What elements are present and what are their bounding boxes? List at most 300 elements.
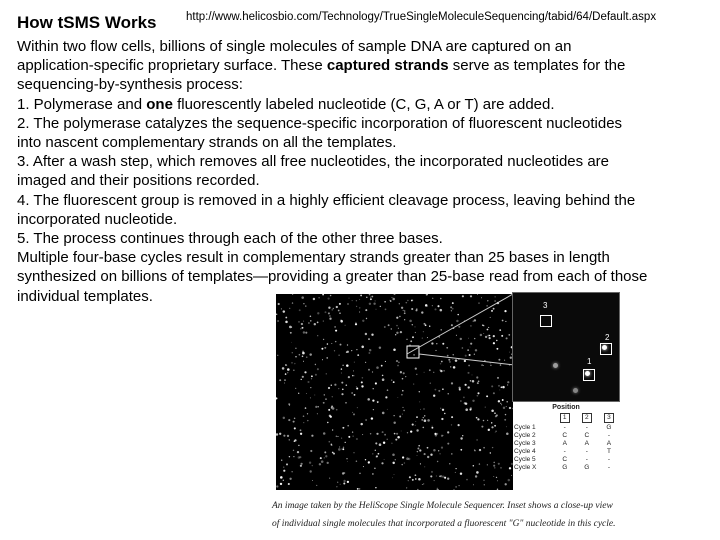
speckle-dot: [352, 300, 353, 301]
speckle-dot: [504, 419, 506, 421]
speckle-dot: [385, 361, 386, 362]
speckle-dot: [367, 398, 370, 401]
speckle-dot: [324, 457, 325, 458]
speckle-dot: [399, 416, 401, 418]
speckle-dot: [310, 387, 311, 388]
speckle-dot: [312, 480, 313, 481]
speckle-dot: [317, 413, 318, 414]
speckle-dot: [438, 390, 440, 392]
speckle-dot: [401, 431, 402, 432]
speckle-dot: [306, 356, 308, 358]
speckle-dot: [379, 443, 382, 446]
speckle-dot: [331, 343, 332, 344]
step-1: [17, 95, 707, 114]
speckle-dot: [302, 376, 304, 378]
speckle-dot: [423, 483, 424, 484]
speckle-dot: [303, 321, 304, 322]
speckle-dot: [331, 444, 333, 446]
speckle-dot: [362, 377, 364, 379]
speckle-dot: [365, 333, 367, 335]
speckle-dot: [390, 300, 392, 302]
speckle-dot: [281, 460, 282, 461]
speckle-dot: [371, 296, 373, 298]
speckle-dot: [339, 312, 341, 314]
speckle-dot: [310, 450, 312, 452]
speckle-dot: [288, 419, 290, 421]
cell: -: [563, 423, 566, 431]
table-row: [512, 455, 620, 463]
speckle-dot: [402, 414, 403, 415]
speckle-dot: [398, 328, 399, 329]
speckle-dot: [332, 429, 333, 430]
speckle-dot: [396, 325, 397, 326]
speckle-dot: [460, 472, 462, 474]
speckle-dot: [345, 325, 346, 326]
speckle-dot: [497, 480, 498, 481]
speckle-dot: [424, 415, 425, 416]
speckle-dot: [303, 331, 305, 333]
speckle-dot: [335, 330, 337, 332]
speckle-dot: [317, 335, 318, 336]
speckle-dot: [370, 433, 371, 434]
speckle-dot: [451, 382, 453, 384]
speckle-dot: [402, 390, 404, 392]
speckle-dot: [383, 442, 385, 444]
speckle-dot: [509, 407, 511, 409]
speckle-dot: [391, 380, 392, 381]
summary-line-3: individual templates.: [17, 287, 153, 305]
step-2-line-2: into nascent complementary strands on all the templates.: [17, 134, 397, 152]
speckle-dot: [326, 373, 327, 374]
speckle-dot: [387, 389, 389, 391]
speckle-dot: [285, 321, 288, 324]
speckle-dot: [430, 475, 432, 477]
speckle-dot: [447, 431, 449, 433]
speckle-dot: [336, 436, 338, 438]
speckle-dot: [343, 447, 344, 448]
speckle-dot: [387, 409, 388, 410]
speckle-dot: [460, 400, 462, 402]
speckle-dot: [374, 468, 376, 470]
speckle-dot: [419, 449, 421, 451]
speckle-dot: [368, 369, 370, 371]
cell: T: [606, 447, 611, 455]
speckle-dot: [419, 391, 420, 392]
speckle-dot: [360, 294, 362, 296]
speckle-dot: [365, 309, 367, 311]
speckle-dot: [346, 384, 348, 386]
speckle-dot: [289, 456, 290, 457]
speckle-dot: [280, 476, 283, 479]
cell: -: [563, 447, 566, 455]
speckle-dot: [291, 362, 292, 363]
speckle-dot: [356, 349, 357, 350]
speckle-dot: [343, 482, 345, 484]
speckle-dot: [412, 479, 414, 481]
speckle-dot: [501, 386, 503, 388]
speckle-dot: [392, 298, 395, 301]
col-3: 3: [604, 413, 614, 423]
speckle-dot: [308, 322, 310, 324]
speckle-dot: [476, 376, 478, 378]
speckle-dot: [369, 303, 371, 305]
speckle-dot: [427, 419, 430, 422]
speckle-dot: [336, 306, 338, 308]
speckle-dot: [448, 393, 449, 394]
speckle-dot: [283, 470, 285, 472]
speckle-dot: [278, 303, 280, 305]
speckle-dot: [486, 395, 488, 397]
speckle-dot: [347, 461, 348, 462]
speckle-dot: [341, 373, 342, 374]
speckle-dot: [422, 484, 423, 485]
speckle-dot: [392, 453, 395, 456]
speckle-dot: [298, 321, 300, 323]
speckle-dot: [476, 439, 478, 441]
intro-2-end: serve as templates for the: [448, 57, 626, 75]
speckle-dot: [306, 393, 307, 394]
speckle-dot: [468, 386, 470, 388]
speckle-dot: [328, 387, 330, 389]
speckle-dot: [361, 381, 363, 383]
table-header-row: [512, 413, 620, 423]
speckle-dot: [478, 419, 479, 420]
speckle-dot: [495, 432, 496, 433]
speckle-dot: [403, 372, 405, 374]
speckle-dot: [494, 467, 495, 468]
speckle-dot: [375, 382, 377, 384]
captured-strands-bold: captured strands: [326, 57, 449, 75]
speckle-dot: [410, 430, 412, 432]
speckle-dot: [424, 419, 427, 422]
speckle-dot: [458, 387, 460, 389]
speckle-dot: [342, 365, 343, 366]
speckle-dot: [506, 426, 507, 427]
speckle-dot: [309, 353, 311, 355]
speckle-dot: [346, 458, 347, 459]
speckle-dot: [475, 475, 477, 477]
speckle-dot: [329, 318, 331, 320]
speckle-dot: [506, 433, 509, 436]
speckle-dot: [421, 419, 423, 421]
speckle-dot: [440, 370, 442, 372]
speckle-dot: [413, 384, 414, 385]
speckle-dot: [289, 478, 291, 480]
speckle-dot: [285, 364, 287, 366]
speckle-dot: [294, 427, 296, 429]
speckle-dot: [370, 298, 372, 300]
speckle-dot: [397, 365, 399, 367]
speckle-dot: [408, 480, 409, 481]
speckle-dot: [403, 310, 404, 311]
speckle-dot: [311, 435, 313, 437]
speckle-dot: [321, 348, 323, 350]
speckle-dot: [276, 485, 278, 487]
speckle-dot: [441, 418, 443, 420]
speckle-dot: [347, 344, 348, 345]
speckle-dot: [394, 415, 395, 416]
speckle-dot: [317, 312, 319, 314]
speckle-dot: [356, 460, 357, 461]
speckle-dot: [365, 459, 366, 460]
speckle-dot: [416, 374, 417, 375]
cell: A: [584, 439, 589, 447]
speckle-dot: [396, 317, 398, 319]
speckle-dot: [449, 463, 450, 464]
speckle-dot: [310, 397, 311, 398]
speckle-dot: [442, 409, 444, 411]
speckle-dot: [397, 436, 400, 439]
speckle-dot: [434, 480, 435, 481]
cell: -: [607, 431, 611, 439]
speckle-dot: [332, 396, 333, 397]
position-table: [512, 402, 620, 490]
speckle-dot: [323, 402, 325, 404]
cell: -: [607, 463, 611, 471]
inset-closeup: [512, 292, 620, 402]
speckle-dot: [304, 371, 306, 373]
speckle-dot: [349, 298, 350, 299]
speckle-dot: [424, 467, 425, 468]
speckle-dot: [334, 326, 336, 328]
speckle-dot: [301, 323, 303, 325]
speckle-dot: [397, 397, 398, 398]
speckle-dot: [330, 295, 332, 297]
speckle-dot: [318, 406, 319, 407]
speckle-dot: [376, 366, 379, 369]
speckle-dot: [415, 474, 417, 476]
speckle-dot: [417, 455, 418, 456]
speckle-dot: [473, 465, 475, 467]
speckle-dot: [359, 488, 361, 490]
speckle-dot: [385, 309, 387, 311]
cell: -: [585, 455, 588, 463]
speckle-dot: [474, 450, 475, 451]
summary-line-2: synthesized on billions of templates—providing a greater than 25-base read from each of those: [17, 268, 648, 286]
speckle-dot: [291, 342, 292, 343]
speckle-dot: [293, 370, 294, 371]
speckle-dot: [427, 456, 429, 458]
speckle-dot: [385, 396, 387, 398]
speckle-dot: [334, 384, 336, 386]
speckle-dot: [406, 487, 407, 488]
cell: A: [606, 439, 612, 447]
speckle-dot: [502, 386, 505, 389]
speckle-dot: [400, 331, 402, 333]
speckle-dot: [284, 382, 285, 383]
speckle-dot: [460, 449, 462, 451]
speckle-dot: [433, 372, 434, 373]
intro-line-3: sequencing-by-synthesis process:: [17, 76, 243, 94]
speckle-dot: [442, 388, 444, 390]
speckle-dot: [317, 368, 319, 370]
speckle-dot: [431, 471, 433, 473]
speckle-dot: [395, 334, 396, 335]
speckle-dot: [347, 351, 349, 353]
speckle-dot: [299, 354, 301, 356]
speckle-dot: [503, 407, 505, 409]
speckle-dot: [345, 402, 347, 404]
speckle-dot: [376, 455, 378, 457]
step-4-line-2: incorporated nucleotide.: [17, 210, 178, 228]
speckle-dot: [325, 311, 327, 313]
row-label: Cycle 1: [514, 423, 536, 431]
speckle-dot: [334, 350, 335, 351]
row-label: Cycle 5: [514, 455, 536, 463]
speckle-dot: [356, 386, 357, 387]
speckle-dot: [315, 406, 317, 408]
molecule-2: [602, 345, 607, 350]
speckle-dot: [431, 425, 432, 426]
speckle-dot: [359, 473, 360, 474]
speckle-dot: [405, 376, 406, 377]
cell: A: [562, 439, 567, 447]
speckle-dot: [419, 401, 420, 402]
row-label: Cycle X: [514, 463, 537, 471]
molecule-dim: [553, 363, 558, 368]
inset-label-1: 1: [587, 357, 592, 366]
speckle-dot: [400, 371, 402, 373]
speckle-dot: [353, 436, 354, 437]
speckle-dot: [375, 300, 376, 301]
speckle-dot: [442, 475, 444, 477]
speckle-dot: [439, 475, 441, 477]
cell: -: [607, 455, 611, 463]
summary-line-1: Multiple four-base cycles result in complementary strands greater than 25 bases in length: [17, 249, 610, 267]
speckle-dot: [301, 379, 302, 380]
speckle-dot: [505, 414, 506, 415]
speckle-dot: [337, 482, 338, 483]
speckle-dot: [470, 380, 472, 382]
speckle-dot: [298, 456, 301, 459]
speckle-dot: [388, 324, 390, 326]
speckle-dot: [311, 378, 312, 379]
speckle-dot: [368, 461, 370, 463]
speckle-dot: [327, 462, 329, 464]
speckle-dot: [341, 438, 342, 439]
speckle-dot: [484, 484, 485, 485]
speckle-dot: [298, 445, 299, 446]
cell: -: [585, 423, 588, 431]
row-label: Cycle 4: [514, 447, 536, 455]
speckle-dot: [301, 296, 304, 299]
speckle-dot: [289, 439, 290, 440]
speckle-dot: [443, 370, 445, 372]
speckle-dot: [433, 449, 436, 452]
speckle-dot: [396, 360, 398, 362]
speckle-dot: [343, 472, 345, 474]
speckle-dot: [317, 322, 319, 324]
speckle-dot: [342, 427, 344, 429]
speckle-dot: [498, 385, 500, 387]
step-1-a: 1. Polymerase and: [17, 95, 147, 113]
speckle-dot: [387, 439, 388, 440]
speckle-dot: [451, 453, 453, 455]
speckle-dot: [357, 488, 359, 490]
speckle-dot: [279, 433, 281, 435]
speckle-dot: [392, 477, 393, 478]
speckle-dot: [409, 476, 411, 478]
speckle-dot: [401, 307, 403, 309]
speckle-dot: [340, 484, 341, 485]
speckle-dot: [310, 470, 312, 472]
speckle-dot: [439, 453, 441, 455]
speckle-dot: [396, 433, 398, 435]
speckle-dot: [348, 376, 350, 378]
speckle-dot: [326, 357, 328, 359]
speckle-dot: [493, 462, 495, 464]
speckle-dot: [398, 361, 400, 363]
speckle-dot: [323, 432, 326, 435]
speckle-dot: [375, 450, 376, 451]
speckle-dot: [376, 309, 377, 310]
speckle-dot: [328, 307, 330, 309]
speckle-dot: [430, 383, 431, 384]
speckle-dot: [311, 375, 313, 377]
speckle-dot: [437, 461, 438, 462]
speckle-dot: [338, 448, 341, 451]
speckle-dot: [487, 464, 488, 465]
speckle-dot: [384, 459, 385, 460]
speckle-dot: [281, 308, 282, 309]
speckle-dot: [299, 309, 301, 311]
speckle-dot: [491, 385, 493, 387]
speckle-dot: [437, 489, 439, 490]
speckle-dot: [328, 312, 330, 314]
speckle-dot: [302, 327, 304, 329]
speckle-dot: [404, 462, 406, 464]
speckle-dot: [429, 369, 431, 371]
caption-line-2: of individual single molecules that incorporated a fluorescent "G" nucleotide in this cycle.: [272, 519, 616, 529]
speckle-dot: [353, 370, 354, 371]
speckle-dot: [434, 389, 436, 391]
speckle-dot: [294, 439, 296, 441]
speckle-dot: [292, 294, 293, 295]
speckle-dot: [277, 320, 279, 322]
speckle-dot: [293, 421, 295, 423]
speckle-dot: [505, 483, 507, 485]
speckle-dot: [378, 453, 380, 455]
speckle-dot: [382, 412, 385, 415]
source-url[interactable]: http://www.helicosbio.com/Technology/TrueSingleMoleculeSequencing/tabid/64/Default.aspx: [186, 11, 657, 23]
speckle-dot: [362, 320, 364, 322]
speckle-dot: [293, 456, 294, 457]
speckle-dot: [363, 466, 364, 467]
speckle-dot: [359, 299, 360, 300]
speckle-dot: [340, 320, 341, 321]
speckle-dot: [302, 356, 304, 358]
speckle-dot: [460, 437, 462, 439]
speckle-dot: [293, 450, 294, 451]
speckle-dot: [341, 449, 342, 450]
speckle-dot: [393, 381, 395, 383]
speckle-dot: [357, 407, 358, 408]
speckle-dot: [300, 433, 302, 435]
speckle-dot: [447, 443, 449, 445]
speckle-dot: [276, 433, 278, 435]
speckle-dot: [417, 448, 419, 450]
col-1: 1: [560, 413, 570, 423]
speckle-dot: [424, 453, 426, 455]
speckle-dot: [324, 394, 325, 395]
table-row: [512, 439, 620, 447]
speckle-dot: [455, 486, 457, 488]
speckle-dot: [353, 413, 355, 415]
intro-2-text: application-specific proprietary surface. These: [17, 57, 327, 75]
step-3-line-2: imaged and their positions recorded.: [17, 172, 260, 190]
speckle-dot: [372, 371, 373, 372]
speckle-dot: [373, 388, 374, 389]
